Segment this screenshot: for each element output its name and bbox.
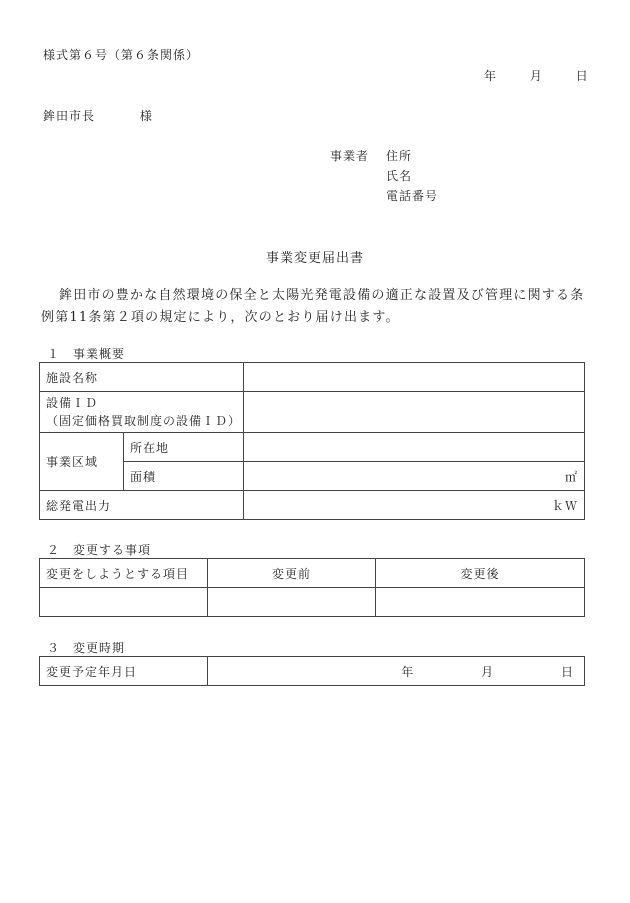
change-timing-table [39, 656, 585, 686]
business-area-label: 事業区域 [40, 433, 124, 491]
equipment-id-line-1: 設備ＩＤ [46, 396, 99, 410]
after-value[interactable] [376, 588, 585, 617]
applicant-name-label: 氏名 [386, 169, 413, 183]
section3-heading: ３ 変更時期 [47, 641, 126, 655]
applicant-label: 事業者 [330, 149, 370, 163]
total-output-label: 総発電出力 [40, 491, 244, 520]
facility-name-value[interactable] [244, 363, 585, 392]
date-day-label: 日 [575, 69, 589, 83]
document-title: 事業変更届出書 [265, 251, 364, 266]
date-year-label: 年 [484, 69, 498, 83]
col-before: 変更前 [208, 559, 376, 588]
section2-heading: ２ 変更する事項 [47, 543, 152, 557]
planned-date-value[interactable] [208, 657, 585, 686]
date-header [484, 67, 589, 84]
applicant-phone-label: 電話番号 [386, 189, 439, 203]
planned-year-label: 年 [401, 664, 415, 679]
date-month-label: 月 [529, 69, 543, 83]
area-unit: ㎡ [565, 469, 579, 484]
planned-month-label: 月 [481, 664, 495, 679]
area-value[interactable] [244, 462, 585, 491]
col-after: 変更後 [376, 559, 585, 588]
area-label: 面積 [124, 462, 244, 491]
applicant-address-label: 住所 [386, 149, 413, 163]
equipment-id-line-2: （固定価格買取制度の設備ＩＤ） [46, 414, 242, 428]
business-summary-table [39, 362, 585, 520]
addressee [43, 107, 153, 124]
facility-name-label: 施設名称 [40, 363, 244, 392]
section1-heading: １ 事業概要 [47, 347, 126, 361]
location-value[interactable] [244, 433, 585, 462]
total-output-value[interactable] [244, 491, 585, 520]
change-items-table [39, 558, 585, 617]
output-unit: ｋＷ [552, 498, 579, 513]
equipment-id-label [40, 392, 244, 433]
change-item-value[interactable] [40, 588, 208, 617]
location-label: 所在地 [124, 433, 244, 462]
equipment-id-value[interactable] [244, 392, 585, 433]
planned-date-label: 変更予定年月日 [40, 657, 208, 686]
addressee-name: 鉾田市長 [43, 109, 96, 123]
col-change-item: 変更をしようとする項目 [40, 559, 208, 588]
planned-day-label: 日 [560, 664, 574, 679]
before-value[interactable] [208, 588, 376, 617]
body-line-1: 鉾田市の豊かな自然環境の保全と太陽光発電設備の適正な設置及び管理に関する条 [59, 288, 585, 303]
form-number: 様式第６号（第６条関係） [43, 48, 200, 62]
body-line-2: 例第11条第２項の規定により，次のとおり届け出ます。 [41, 310, 400, 325]
addressee-honorific: 様 [139, 109, 153, 123]
